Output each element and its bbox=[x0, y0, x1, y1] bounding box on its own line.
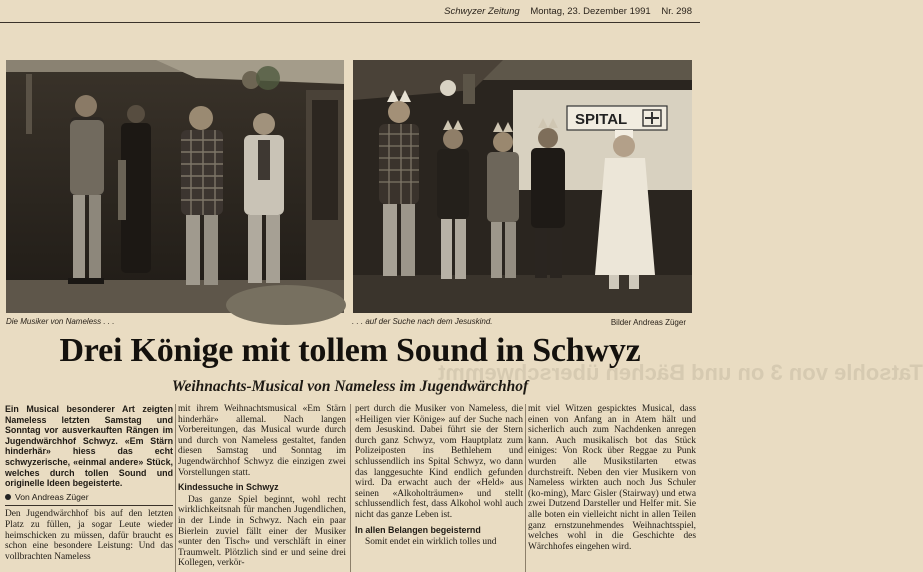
column-rule bbox=[175, 404, 176, 572]
issue-date: Montag, 23. Dezember 1991 bbox=[530, 6, 651, 17]
masthead bbox=[0, 0, 700, 23]
issue-number: Nr. 298 bbox=[661, 6, 692, 17]
column-4-body: mit viel Witzen gespicktes Musical, dass einen von Anfang an in Atem hält und sicherlich auch zum Nachdenken anregen kann. Auch musikalisch bot das Stück einiges: Von Rock über Reggae zu Punk wurden alle Musikstilarten etwas durchstreift. Neben den vier Musikern von Nameless wirkten auch noch Jus Schuler (ko-ming), Marc Gisler (Stairway) und etwa zwei Dutzend Darsteller und Helfer mit. Sie alle boten ein vielleicht nicht in allen Teilen ganz ernstzunehmendes Weihnachtsspiel, welches wohl in die Geschichte des Wärchhofes eingehen wird. bbox=[528, 404, 696, 552]
byline bbox=[5, 492, 173, 503]
column-rule bbox=[350, 404, 351, 572]
article-subheadline: Weihnachts-Musical von Nameless im Jugendwärchhof bbox=[171, 378, 529, 395]
column-3-subhead: In allen Belangen begeisternd bbox=[355, 524, 481, 535]
caption-left: Die Musiker von Nameless . . . bbox=[6, 317, 115, 326]
column-rule bbox=[525, 404, 526, 572]
column-4 bbox=[528, 404, 696, 552]
column-3-paragraph-1: pert durch die Musiker von Nameless, die «Heiligen vier Könige» auf der Suche nach dem Jesuskind. Dabei führt sie der Stern durch ganz Schwyz, vom Hauptplatz zum Polizeiposten ins Bethlehem und schlussendlich ins Spital Schwyz, wo dann das langgesuchte Kind endlich gefunden wird. Da erwacht auch der «Held» aus seinen «Alkoholträumen» und stellt schlussendlich fest, dass Alkohol wohl auch nicht das ganze Leben ist. bbox=[355, 404, 523, 520]
column-2-paragraph-2: Das ganze Spiel beginnt, wohl recht wirklichkeitsnah für manchen Jugendlichen, in der Linde in Schwyz. Nach ein paar Bierlein zuviel fällt einer der Musiker «unter den Tisch» und verschläft in einer Traumwelt. Plötzlich sind er und seine drei Kollegen, verkör- bbox=[178, 494, 346, 569]
masthead-meta bbox=[436, 6, 692, 17]
column-1 bbox=[5, 404, 173, 562]
caption-right: . . . auf der Suche nach dem Jesuskind. bbox=[352, 317, 493, 326]
reverse-side-bleed: Tatsohle von 3 on und Bächen überschwemmt bbox=[438, 360, 923, 385]
article-headline: Drei Könige mit tollem Sound in Schwyz bbox=[59, 332, 641, 369]
photo-credit: Bilder Andreas Züger bbox=[610, 318, 686, 327]
newspaper-name: Schwyzer Zeitung bbox=[444, 6, 520, 17]
column-2 bbox=[178, 404, 346, 569]
column-3-paragraph-2: Somit endet ein wirklich tolles und bbox=[365, 537, 497, 548]
column-1-body: Den Jugendwärchhof bis auf den letzten Platz zu füllen, ja sogar Leute wieder heimschicken zu müssen, dafür braucht es schon eine besondere Leistung: Und das vollbrachten Nameless bbox=[5, 509, 173, 562]
column-3 bbox=[355, 404, 523, 548]
article-lead: Ein Musical besonderer Art zeigten Nameless letzten Samstag und Sonntag vor ausverkauften Rängen im Jugendwärchhof Schwyz. «Em Stärn hinderhär» hiess das echt schwyzerische, «einmal andere» Stück, welches durch tollen Sound und originelle Ideen begeisterte. bbox=[5, 404, 173, 489]
byline-author: Von Andreas Züger bbox=[15, 491, 89, 502]
column-2-paragraph-1: mit ihrem Weihnachtsmusical «Em Stärn hinderhär» allemal. Nach langen Vorbereitungen, das Musical wurde durch und durch von Nameless gestaltet, fanden diesen Samstag und Sonntag im Jugendwärchhof Schwyz die einzigen zwei Vorstellungen statt. bbox=[178, 404, 346, 478]
photo-musicians bbox=[6, 60, 344, 313]
photo-kings-search bbox=[353, 60, 692, 313]
bullet-icon bbox=[5, 494, 11, 500]
column-2-subhead: Kindessuche in Schwyz bbox=[178, 482, 279, 493]
column-divider bbox=[5, 505, 173, 506]
spital-sign: SPITAL bbox=[575, 111, 628, 128]
